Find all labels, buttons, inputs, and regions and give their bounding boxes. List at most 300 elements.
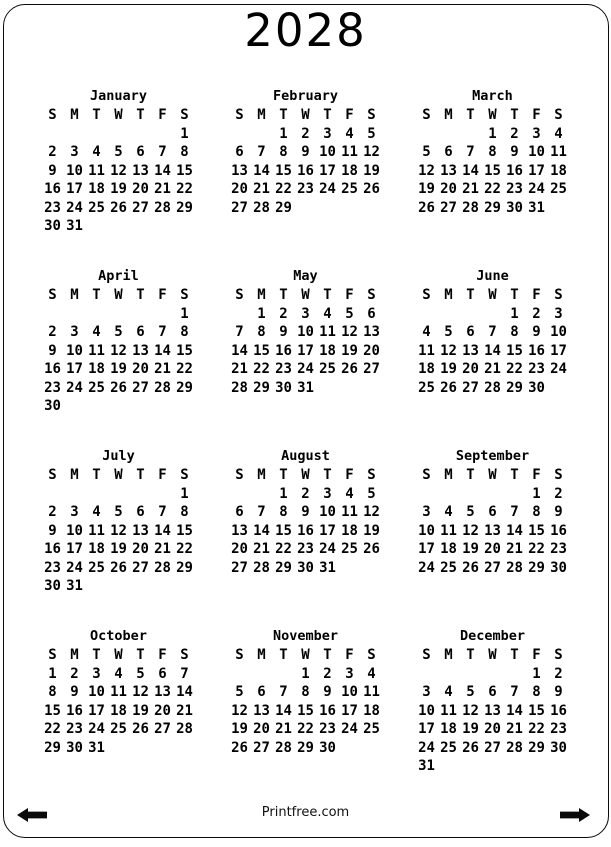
day-cell: 2 bbox=[510, 125, 519, 142]
month-name: December bbox=[459, 628, 526, 644]
day-cell: 7 bbox=[158, 504, 167, 520]
empty-cell bbox=[504, 485, 526, 504]
day-cell: 5 bbox=[114, 144, 123, 160]
empty-cell bbox=[251, 485, 273, 504]
day-cell: 6 bbox=[367, 305, 376, 322]
day-cell: 23 bbox=[66, 721, 83, 737]
day-cell: 19 bbox=[462, 721, 479, 737]
empty-cell bbox=[482, 665, 504, 684]
day-cell: 7 bbox=[158, 324, 167, 340]
day-cell: 26 bbox=[132, 721, 149, 737]
weekday-header: S bbox=[48, 107, 57, 123]
empty-cell bbox=[42, 305, 64, 324]
day-cell: 7 bbox=[257, 504, 266, 520]
day-cell: 2 bbox=[279, 305, 288, 322]
day-cell: 6 bbox=[488, 504, 497, 520]
day-cell: 10 bbox=[319, 504, 336, 520]
day-cell: 11 bbox=[341, 144, 358, 160]
day-cell: 29 bbox=[297, 739, 314, 756]
day-cell: 4 bbox=[114, 665, 123, 682]
weekday-header: F bbox=[158, 467, 167, 483]
day-cell: 1 bbox=[488, 125, 497, 142]
day-cell: 26 bbox=[440, 379, 457, 396]
day-cell: 4 bbox=[92, 324, 101, 340]
weekday-header: F bbox=[532, 107, 541, 123]
day-cell: 24 bbox=[418, 739, 435, 756]
day-cell: 16 bbox=[319, 702, 336, 719]
empty-cell bbox=[86, 305, 108, 324]
month-name: June bbox=[476, 268, 509, 284]
day-cell: 18 bbox=[110, 702, 127, 719]
day-cell: 8 bbox=[279, 144, 288, 160]
day-cell: 12 bbox=[110, 342, 127, 359]
day-cell: 5 bbox=[345, 305, 354, 322]
day-cell: 22 bbox=[176, 541, 193, 557]
day-cell: 9 bbox=[48, 162, 57, 179]
day-cell: 3 bbox=[323, 125, 332, 142]
day-cell: 8 bbox=[532, 504, 541, 520]
day-cell: 8 bbox=[257, 324, 266, 340]
empty-cell bbox=[42, 485, 64, 504]
day-cell: 29 bbox=[253, 379, 270, 396]
day-cell: 19 bbox=[110, 181, 127, 197]
weekday-header: W bbox=[114, 647, 123, 663]
weekday-header: S bbox=[422, 107, 431, 123]
day-cell: 16 bbox=[506, 162, 523, 179]
day-cell: 28 bbox=[484, 379, 501, 396]
day-cell: 10 bbox=[418, 522, 435, 539]
weekday-header: T bbox=[136, 107, 145, 123]
day-cell: 16 bbox=[297, 162, 314, 179]
day-cell: 21 bbox=[275, 721, 292, 737]
day-cell: 25 bbox=[363, 721, 380, 737]
day-cell: 22 bbox=[528, 541, 545, 557]
day-cell: 28 bbox=[231, 379, 248, 396]
weekday-header: M bbox=[257, 467, 266, 483]
day-cell: 30 bbox=[550, 559, 567, 576]
day-cell: 25 bbox=[88, 379, 105, 396]
day-cell: 8 bbox=[180, 144, 189, 160]
day-cell: 5 bbox=[422, 144, 431, 160]
month-day-grid bbox=[399, 106, 586, 217]
empty-cell bbox=[130, 305, 152, 324]
day-cell: 13 bbox=[132, 522, 149, 539]
weekday-header: S bbox=[235, 287, 244, 303]
day-cell: 28 bbox=[506, 739, 523, 756]
day-cell: 5 bbox=[235, 684, 244, 700]
day-cell: 20 bbox=[231, 181, 248, 197]
day-cell: 20 bbox=[231, 541, 248, 557]
month-day-grid bbox=[25, 286, 212, 416]
day-cell: 25 bbox=[440, 739, 457, 756]
day-cell: 25 bbox=[88, 199, 105, 216]
day-cell: 17 bbox=[528, 162, 545, 179]
day-cell: 20 bbox=[253, 721, 270, 737]
day-cell: 9 bbox=[48, 522, 57, 539]
day-cell: 21 bbox=[506, 541, 523, 557]
day-cell: 9 bbox=[554, 684, 563, 700]
day-cell: 5 bbox=[367, 125, 376, 142]
day-cell: 30 bbox=[275, 379, 292, 396]
day-cell: 11 bbox=[319, 324, 336, 340]
day-cell: 1 bbox=[532, 665, 541, 682]
day-cell: 11 bbox=[363, 684, 380, 700]
day-cell: 2 bbox=[532, 305, 541, 322]
day-cell: 16 bbox=[528, 342, 545, 359]
day-cell: 8 bbox=[532, 684, 541, 700]
day-cell: 23 bbox=[550, 541, 567, 557]
empty-cell bbox=[416, 125, 438, 144]
weekday-header: S bbox=[367, 107, 376, 123]
day-cell: 6 bbox=[466, 324, 475, 340]
day-cell: 12 bbox=[462, 702, 479, 719]
day-cell: 30 bbox=[506, 199, 523, 216]
day-cell: 24 bbox=[418, 559, 435, 576]
day-cell: 4 bbox=[92, 504, 101, 520]
day-cell: 15 bbox=[253, 342, 270, 359]
day-cell: 27 bbox=[231, 559, 248, 576]
weekday-header: W bbox=[488, 107, 497, 123]
day-cell: 20 bbox=[132, 181, 149, 197]
empty-cell bbox=[130, 125, 152, 144]
day-cell: 4 bbox=[422, 324, 431, 340]
empty-cell bbox=[229, 485, 251, 504]
month-name: July bbox=[102, 448, 135, 464]
weekday-header: M bbox=[70, 287, 79, 303]
day-cell: 11 bbox=[341, 504, 358, 520]
day-cell: 23 bbox=[528, 361, 545, 377]
weekday-header: T bbox=[92, 287, 101, 303]
day-cell: 21 bbox=[154, 181, 171, 197]
day-cell: 23 bbox=[44, 379, 61, 396]
day-cell: 28 bbox=[154, 379, 171, 396]
day-cell: 5 bbox=[367, 485, 376, 502]
day-cell: 27 bbox=[484, 559, 501, 576]
day-cell: 21 bbox=[506, 721, 523, 737]
weekday-header: T bbox=[466, 287, 475, 303]
day-cell: 25 bbox=[418, 379, 435, 396]
empty-cell bbox=[416, 305, 438, 324]
day-cell: 21 bbox=[154, 361, 171, 377]
weekday-header: T bbox=[92, 467, 101, 483]
day-cell: 3 bbox=[92, 665, 101, 682]
day-cell: 4 bbox=[444, 504, 453, 520]
weekday-header: T bbox=[323, 287, 332, 303]
day-cell: 31 bbox=[66, 218, 83, 234]
day-cell: 28 bbox=[176, 721, 193, 737]
day-cell: 18 bbox=[341, 522, 358, 539]
month-july bbox=[25, 448, 212, 628]
day-cell: 24 bbox=[66, 199, 83, 216]
day-cell: 5 bbox=[114, 324, 123, 340]
day-cell: 19 bbox=[363, 522, 380, 539]
day-cell: 10 bbox=[88, 684, 105, 700]
day-cell: 22 bbox=[297, 721, 314, 737]
day-cell: 24 bbox=[319, 181, 336, 197]
day-cell: 2 bbox=[301, 485, 310, 502]
day-cell: 1 bbox=[279, 485, 288, 502]
day-cell: 22 bbox=[506, 361, 523, 377]
day-cell: 14 bbox=[154, 342, 171, 359]
day-cell: 24 bbox=[319, 541, 336, 557]
day-cell: 12 bbox=[363, 504, 380, 520]
day-cell: 23 bbox=[297, 541, 314, 557]
day-cell: 19 bbox=[440, 361, 457, 377]
day-cell: 1 bbox=[180, 305, 189, 322]
day-cell: 12 bbox=[110, 162, 127, 179]
day-cell: 15 bbox=[297, 702, 314, 719]
day-cell: 17 bbox=[88, 702, 105, 719]
day-cell: 27 bbox=[440, 199, 457, 216]
day-cell: 20 bbox=[154, 702, 171, 719]
day-cell: 7 bbox=[257, 144, 266, 160]
weekday-header: S bbox=[235, 467, 244, 483]
day-cell: 12 bbox=[418, 162, 435, 179]
day-cell: 8 bbox=[279, 504, 288, 520]
day-cell: 29 bbox=[484, 199, 501, 216]
day-cell: 12 bbox=[110, 522, 127, 539]
day-cell: 25 bbox=[88, 559, 105, 576]
day-cell: 4 bbox=[554, 125, 563, 142]
day-cell: 24 bbox=[88, 721, 105, 737]
day-cell: 10 bbox=[66, 162, 83, 179]
weekday-header: S bbox=[554, 467, 563, 483]
day-cell: 24 bbox=[66, 379, 83, 396]
day-cell: 17 bbox=[297, 342, 314, 359]
day-cell: 19 bbox=[363, 162, 380, 179]
day-cell: 28 bbox=[154, 199, 171, 216]
day-cell: 20 bbox=[484, 541, 501, 557]
day-cell: 14 bbox=[154, 522, 171, 539]
month-name: October bbox=[90, 628, 147, 644]
day-cell: 10 bbox=[297, 324, 314, 340]
day-cell: 30 bbox=[297, 559, 314, 576]
day-cell: 13 bbox=[253, 702, 270, 719]
weekday-header: S bbox=[367, 287, 376, 303]
weekday-header: F bbox=[345, 287, 354, 303]
day-cell: 31 bbox=[418, 758, 435, 774]
month-february bbox=[212, 88, 399, 268]
day-cell: 28 bbox=[253, 559, 270, 576]
day-cell: 26 bbox=[110, 559, 127, 576]
day-cell: 31 bbox=[528, 199, 545, 216]
empty-cell bbox=[438, 665, 460, 684]
empty-cell bbox=[460, 305, 482, 324]
day-cell: 4 bbox=[345, 485, 354, 502]
weekday-header: S bbox=[367, 647, 376, 663]
weekday-header: W bbox=[301, 467, 310, 483]
day-cell: 6 bbox=[257, 684, 266, 700]
day-cell: 1 bbox=[257, 305, 266, 322]
weekday-header: S bbox=[422, 287, 431, 303]
empty-cell bbox=[152, 305, 174, 324]
day-cell: 25 bbox=[341, 541, 358, 557]
day-cell: 12 bbox=[363, 144, 380, 160]
day-cell: 4 bbox=[345, 125, 354, 142]
day-cell: 7 bbox=[510, 504, 519, 520]
month-october bbox=[25, 628, 212, 808]
day-cell: 24 bbox=[341, 721, 358, 737]
day-cell: 30 bbox=[44, 398, 61, 414]
month-day-grid bbox=[212, 286, 399, 397]
weekday-header: W bbox=[301, 287, 310, 303]
day-cell: 6 bbox=[235, 144, 244, 160]
day-cell: 1 bbox=[180, 125, 189, 142]
day-cell: 21 bbox=[253, 181, 270, 197]
day-cell: 5 bbox=[444, 324, 453, 340]
day-cell: 7 bbox=[510, 684, 519, 700]
day-cell: 9 bbox=[554, 504, 563, 520]
day-cell: 26 bbox=[462, 739, 479, 756]
day-cell: 8 bbox=[301, 684, 310, 700]
month-day-grid bbox=[399, 286, 586, 397]
day-cell: 30 bbox=[44, 578, 61, 594]
day-cell: 26 bbox=[341, 361, 358, 377]
empty-cell bbox=[152, 485, 174, 504]
day-cell: 5 bbox=[114, 504, 123, 520]
day-cell: 13 bbox=[440, 162, 457, 179]
day-cell: 17 bbox=[66, 361, 83, 377]
day-cell: 6 bbox=[136, 504, 145, 520]
empty-cell bbox=[438, 305, 460, 324]
weekday-header: F bbox=[532, 647, 541, 663]
empty-cell bbox=[152, 125, 174, 144]
day-cell: 17 bbox=[341, 702, 358, 719]
day-cell: 15 bbox=[176, 342, 193, 359]
weekday-header: S bbox=[422, 647, 431, 663]
weekday-header: S bbox=[422, 467, 431, 483]
weekday-header: S bbox=[554, 107, 563, 123]
day-cell: 4 bbox=[444, 684, 453, 700]
day-cell: 22 bbox=[275, 181, 292, 197]
weekday-header: S bbox=[48, 287, 57, 303]
day-cell: 23 bbox=[319, 721, 336, 737]
day-cell: 7 bbox=[158, 144, 167, 160]
day-cell: 14 bbox=[176, 684, 193, 700]
day-cell: 2 bbox=[301, 125, 310, 142]
day-cell: 13 bbox=[132, 342, 149, 359]
day-cell: 2 bbox=[323, 665, 332, 682]
weekday-header: T bbox=[136, 467, 145, 483]
weekday-header: M bbox=[70, 467, 79, 483]
day-cell: 20 bbox=[462, 361, 479, 377]
month-name: May bbox=[293, 268, 318, 284]
day-cell: 17 bbox=[319, 162, 336, 179]
empty-cell bbox=[108, 305, 130, 324]
month-january bbox=[25, 88, 212, 268]
day-cell: 16 bbox=[550, 702, 567, 719]
empty-cell bbox=[229, 665, 251, 684]
brand-text: Printfree.com bbox=[261, 805, 350, 820]
day-cell: 26 bbox=[462, 559, 479, 576]
day-cell: 15 bbox=[275, 162, 292, 179]
day-cell: 12 bbox=[132, 684, 149, 700]
months-grid bbox=[0, 88, 611, 808]
weekday-header: M bbox=[444, 647, 453, 663]
month-september bbox=[399, 448, 586, 628]
day-cell: 15 bbox=[484, 162, 501, 179]
day-cell: 26 bbox=[363, 541, 380, 557]
day-cell: 6 bbox=[444, 144, 453, 160]
day-cell: 6 bbox=[136, 144, 145, 160]
month-august bbox=[212, 448, 399, 628]
day-cell: 23 bbox=[550, 721, 567, 737]
day-cell: 11 bbox=[88, 522, 105, 539]
weekday-header: W bbox=[301, 107, 310, 123]
month-name: February bbox=[272, 88, 339, 104]
weekday-header: M bbox=[444, 467, 453, 483]
day-cell: 18 bbox=[363, 702, 380, 719]
day-cell: 9 bbox=[70, 684, 79, 700]
day-cell: 21 bbox=[462, 181, 479, 197]
day-cell: 30 bbox=[66, 739, 83, 756]
day-cell: 7 bbox=[488, 324, 497, 340]
weekday-header: T bbox=[510, 287, 519, 303]
day-cell: 18 bbox=[440, 721, 457, 737]
weekday-header: T bbox=[323, 107, 332, 123]
weekday-header: W bbox=[114, 467, 123, 483]
weekday-header: M bbox=[444, 287, 453, 303]
day-cell: 29 bbox=[528, 559, 545, 576]
day-cell: 10 bbox=[66, 342, 83, 359]
month-day-grid bbox=[25, 646, 212, 757]
weekday-header: T bbox=[136, 287, 145, 303]
day-cell: 10 bbox=[66, 522, 83, 539]
day-cell: 3 bbox=[70, 144, 79, 160]
day-cell: 28 bbox=[154, 559, 171, 576]
day-cell: 11 bbox=[110, 684, 127, 700]
day-cell: 30 bbox=[550, 739, 567, 756]
day-cell: 22 bbox=[176, 361, 193, 377]
day-cell: 18 bbox=[440, 541, 457, 557]
weekday-header: W bbox=[488, 647, 497, 663]
empty-cell bbox=[273, 665, 295, 684]
day-cell: 29 bbox=[506, 379, 523, 396]
empty-cell bbox=[504, 665, 526, 684]
day-cell: 15 bbox=[176, 522, 193, 539]
next-year-arrow-icon[interactable] bbox=[560, 808, 590, 822]
day-cell: 2 bbox=[554, 665, 563, 682]
day-cell: 12 bbox=[440, 342, 457, 359]
weekday-header: S bbox=[180, 467, 189, 483]
month-day-grid bbox=[25, 466, 212, 596]
weekday-header: M bbox=[257, 287, 266, 303]
day-cell: 1 bbox=[48, 665, 57, 682]
day-cell: 3 bbox=[70, 324, 79, 340]
day-cell: 11 bbox=[440, 702, 457, 719]
weekday-header: F bbox=[345, 467, 354, 483]
empty-cell bbox=[86, 485, 108, 504]
day-cell: 9 bbox=[301, 504, 310, 520]
day-cell: 8 bbox=[488, 144, 497, 160]
day-cell: 18 bbox=[88, 541, 105, 557]
day-cell: 23 bbox=[44, 199, 61, 216]
day-cell: 19 bbox=[341, 342, 358, 359]
empty-cell bbox=[229, 305, 251, 324]
weekday-header: W bbox=[488, 467, 497, 483]
day-cell: 13 bbox=[462, 342, 479, 359]
day-cell: 22 bbox=[176, 181, 193, 197]
weekday-header: S bbox=[554, 647, 563, 663]
day-cell: 31 bbox=[66, 578, 83, 594]
day-cell: 8 bbox=[510, 324, 519, 340]
weekday-header: W bbox=[114, 107, 123, 123]
day-cell: 25 bbox=[341, 181, 358, 197]
day-cell: 14 bbox=[231, 342, 248, 359]
day-cell: 23 bbox=[275, 361, 292, 377]
day-cell: 3 bbox=[532, 125, 541, 142]
day-cell: 15 bbox=[275, 522, 292, 539]
